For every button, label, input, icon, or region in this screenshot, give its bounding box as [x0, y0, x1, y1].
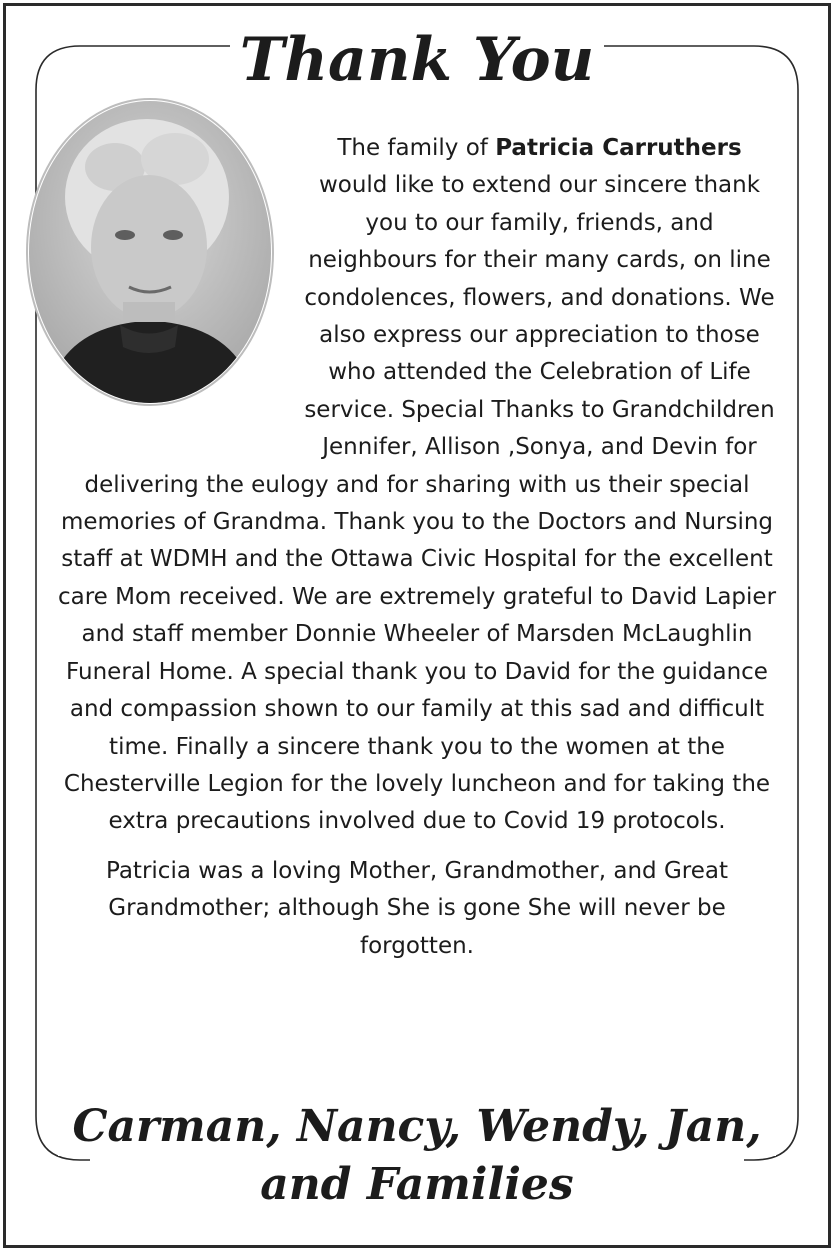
signature-line-1: Carman, Nancy, Wendy, Jan, [58, 1098, 775, 1156]
closing-paragraph: Patricia was a loving Mother, Grandmother, and Great Grandmother; although She is gone She will never be forgotten. [106, 857, 728, 959]
main-text: would like to extend our sincere thank you to our family, friends, and neighbours for their many cards, on line condolences, flowers, and donations. We also express our appreciation to those who attended the Celebration of Life service. Special Thanks to Grandchildren Jennifer, Allison ,Sonya, and Devin for delivering the eulogy and for sharing with us their special memories of Grandma. Thank you to the Doctors and Nursing staff at WDMH and the Ottawa Civic Hospital for the excellent care Mom received. We are extremely grateful to David Lapier and staff member Donnie Wheeler of Marsden McLaughlin Funeral Home. A special thank you to David for the guidance and compassion shown to our family at this sad and difficult time. Finally a sincere thank you to the women at the Chesterville Legion for the lovely luncheon and for taking the extra precautions involved due to Covid 19 protocols. [57, 172, 777, 835]
page-title: Thank You [230, 20, 604, 100]
deceased-name: Patricia Carruthers [495, 135, 742, 161]
signature-line-2: and Families [260, 1159, 574, 1210]
intro-text: The family of [337, 135, 496, 161]
photo-spacer [55, 130, 300, 430]
message-body [55, 130, 779, 965]
signature-block [55, 1098, 779, 1214]
